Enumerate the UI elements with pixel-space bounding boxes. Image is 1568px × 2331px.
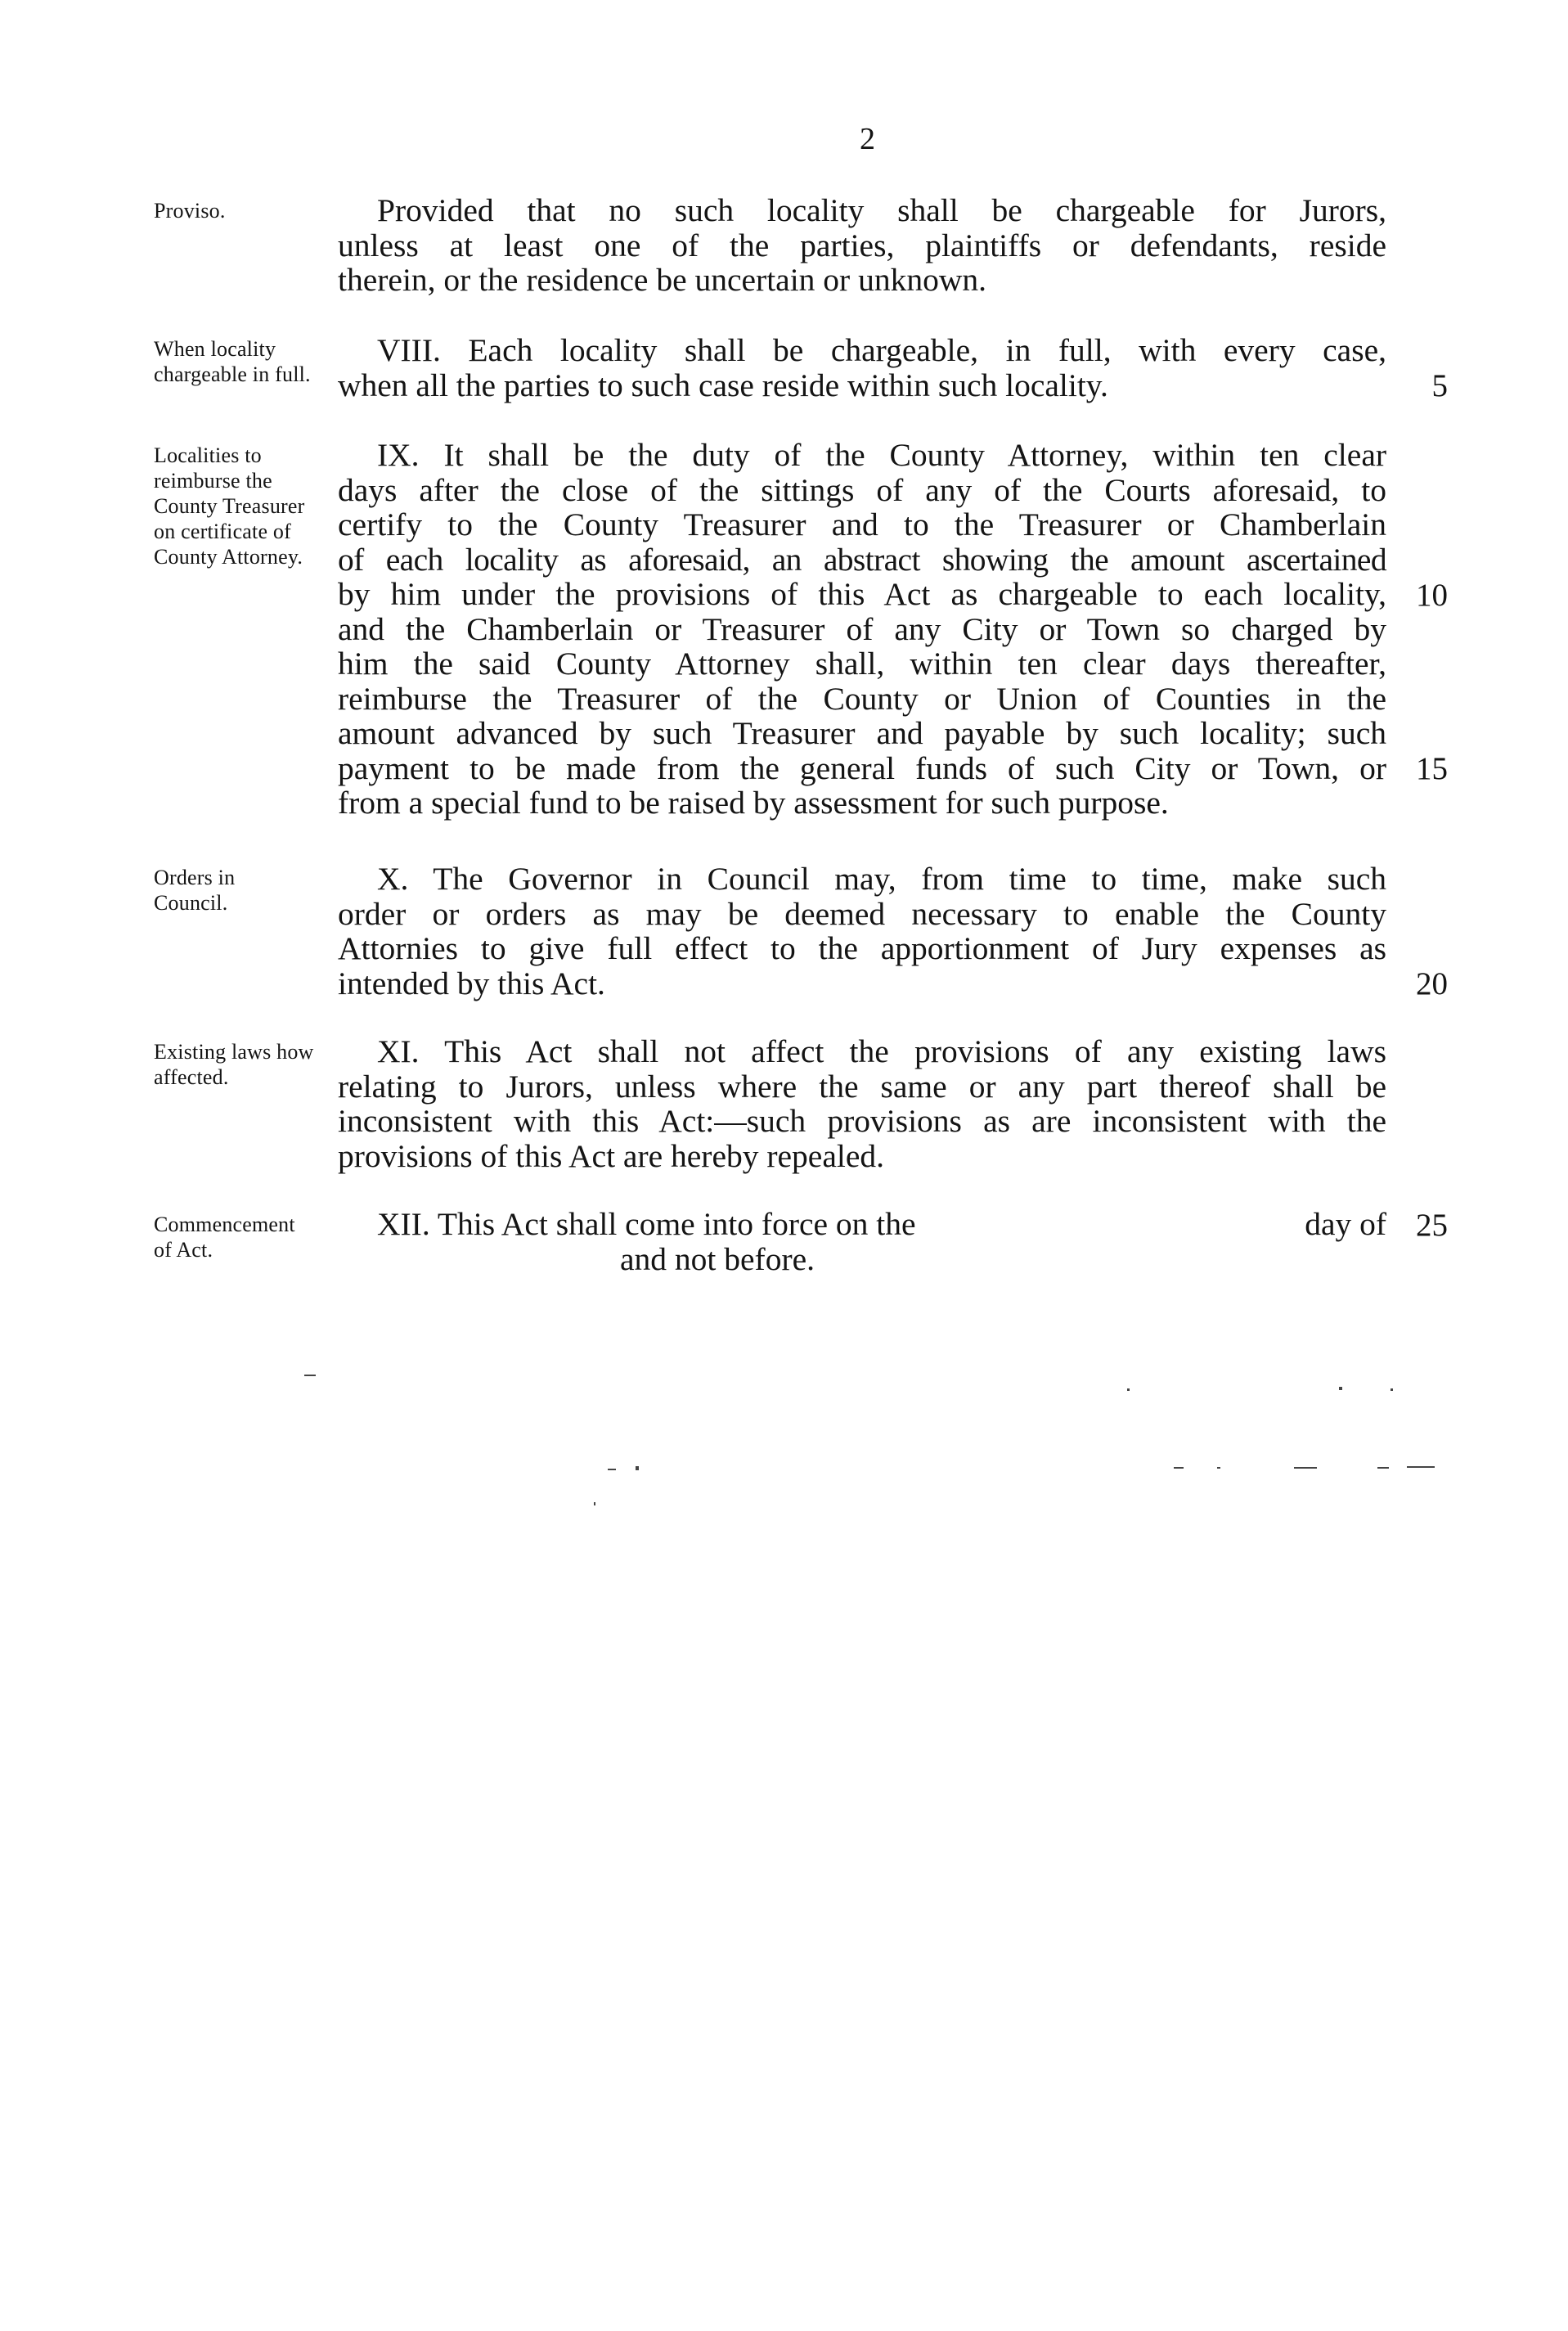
margin-note-ix: Localities to reimburse the County Treasurer on certificate of County Attorney. <box>154 443 305 569</box>
text-line: amount advanced by such Treasurer and payable by such locality; such <box>338 715 1386 751</box>
text-line: relating to Jurors, unless where the same or any part thereof shall be <box>338 1068 1386 1105</box>
scan-speck <box>1127 1388 1130 1391</box>
text-line: therein, or the residence be uncertain or unknown. <box>338 262 986 298</box>
text-line: payment to be made from the general funds of such City or Town, or <box>338 749 1386 786</box>
text-line: of each locality as aforesaid, an abstract showing the amount ascertained <box>338 541 1386 578</box>
paragraph-ix <box>338 438 1386 821</box>
scan-speck <box>1217 1467 1220 1469</box>
text-line: IX. It shall be the duty of the County Attorney, within ten clear <box>377 437 1386 473</box>
text-line: by him under the provisions of this Act as chargeable to each locality, <box>338 576 1386 612</box>
text-line: reimburse the Treasurer of the County or Union of Counties in the <box>338 680 1386 717</box>
text-line: from a special fund to be raised by assessment for such purpose. <box>338 785 1169 821</box>
line-number: 20 <box>1416 966 1448 1001</box>
scan-speck <box>636 1466 639 1470</box>
text-line: XII. This Act shall come into force on the <box>377 1206 916 1242</box>
line-number: 10 <box>1416 578 1448 613</box>
margin-note-x: Orders in Council. <box>154 866 236 915</box>
text-line: certify to the County Treasurer and to the Treasurer or Chamberlain <box>338 506 1386 542</box>
text-line-end: day of <box>1305 1206 1386 1242</box>
scan-speck <box>1339 1387 1342 1390</box>
scan-speck <box>304 1375 316 1376</box>
text-line: X. The Governor in Council may, from time to time, make such <box>377 861 1386 897</box>
margin-note-xi: Existing laws how affected. <box>154 1040 314 1089</box>
scan-speck <box>594 1502 595 1505</box>
paragraph-proviso <box>338 193 1386 298</box>
scan-speck <box>608 1469 616 1470</box>
scan-speck <box>1407 1466 1435 1468</box>
page-number: 2 <box>860 122 875 156</box>
margin-note-viii: When locality chargeable in full. <box>154 337 311 386</box>
paragraph-viii <box>338 333 1386 403</box>
scan-speck <box>1174 1467 1184 1469</box>
text-line: inconsistent with this Act:—such provisions as are inconsistent with the <box>338 1103 1386 1139</box>
line-number: 5 <box>1431 368 1448 403</box>
text-line: and the Chamberlain or Treasurer of any City or Town so charged by <box>338 610 1386 647</box>
line-number: 25 <box>1416 1208 1448 1243</box>
line-number: 15 <box>1416 751 1448 786</box>
text-line: days after the close of the sittings of any of the Courts aforesaid, to <box>338 471 1386 508</box>
text-line: when all the parties to such case reside within such locality. <box>338 367 1108 403</box>
text-line: XI. This Act shall not affect the provisions of any existing laws <box>377 1033 1386 1069</box>
margin-note-proviso: Proviso. <box>154 199 226 223</box>
text-line: unless at least one of the parties, plaintiffs or defendants, reside <box>338 227 1386 263</box>
scan-speck <box>1294 1467 1317 1469</box>
text-line: Provided that no such locality shall be chargeable for Jurors, <box>377 192 1386 228</box>
scan-speck <box>1377 1467 1389 1469</box>
text-line: and not before. <box>620 1240 815 1277</box>
text-line: intended by this Act. <box>338 965 605 1001</box>
paragraph-xi <box>338 1034 1386 1173</box>
scan-speck <box>1391 1388 1393 1391</box>
text-line: Attornies to give full effect to the apportionment of Jury expenses as <box>338 930 1386 966</box>
text-line: VIII. Each locality shall be chargeable, in full, with every case, <box>377 332 1386 368</box>
text-line: order or orders as may be deemed necessary to enable the County <box>338 895 1386 932</box>
paragraph-xii <box>338 1207 1386 1276</box>
margin-note-xii: Commencement of Act. <box>154 1213 295 1262</box>
text-line: provisions of this Act are hereby repealed. <box>338 1137 884 1174</box>
paragraph-x <box>338 862 1386 1001</box>
text-line: him the said County Attorney shall, within ten clear days thereafter, <box>338 646 1386 682</box>
